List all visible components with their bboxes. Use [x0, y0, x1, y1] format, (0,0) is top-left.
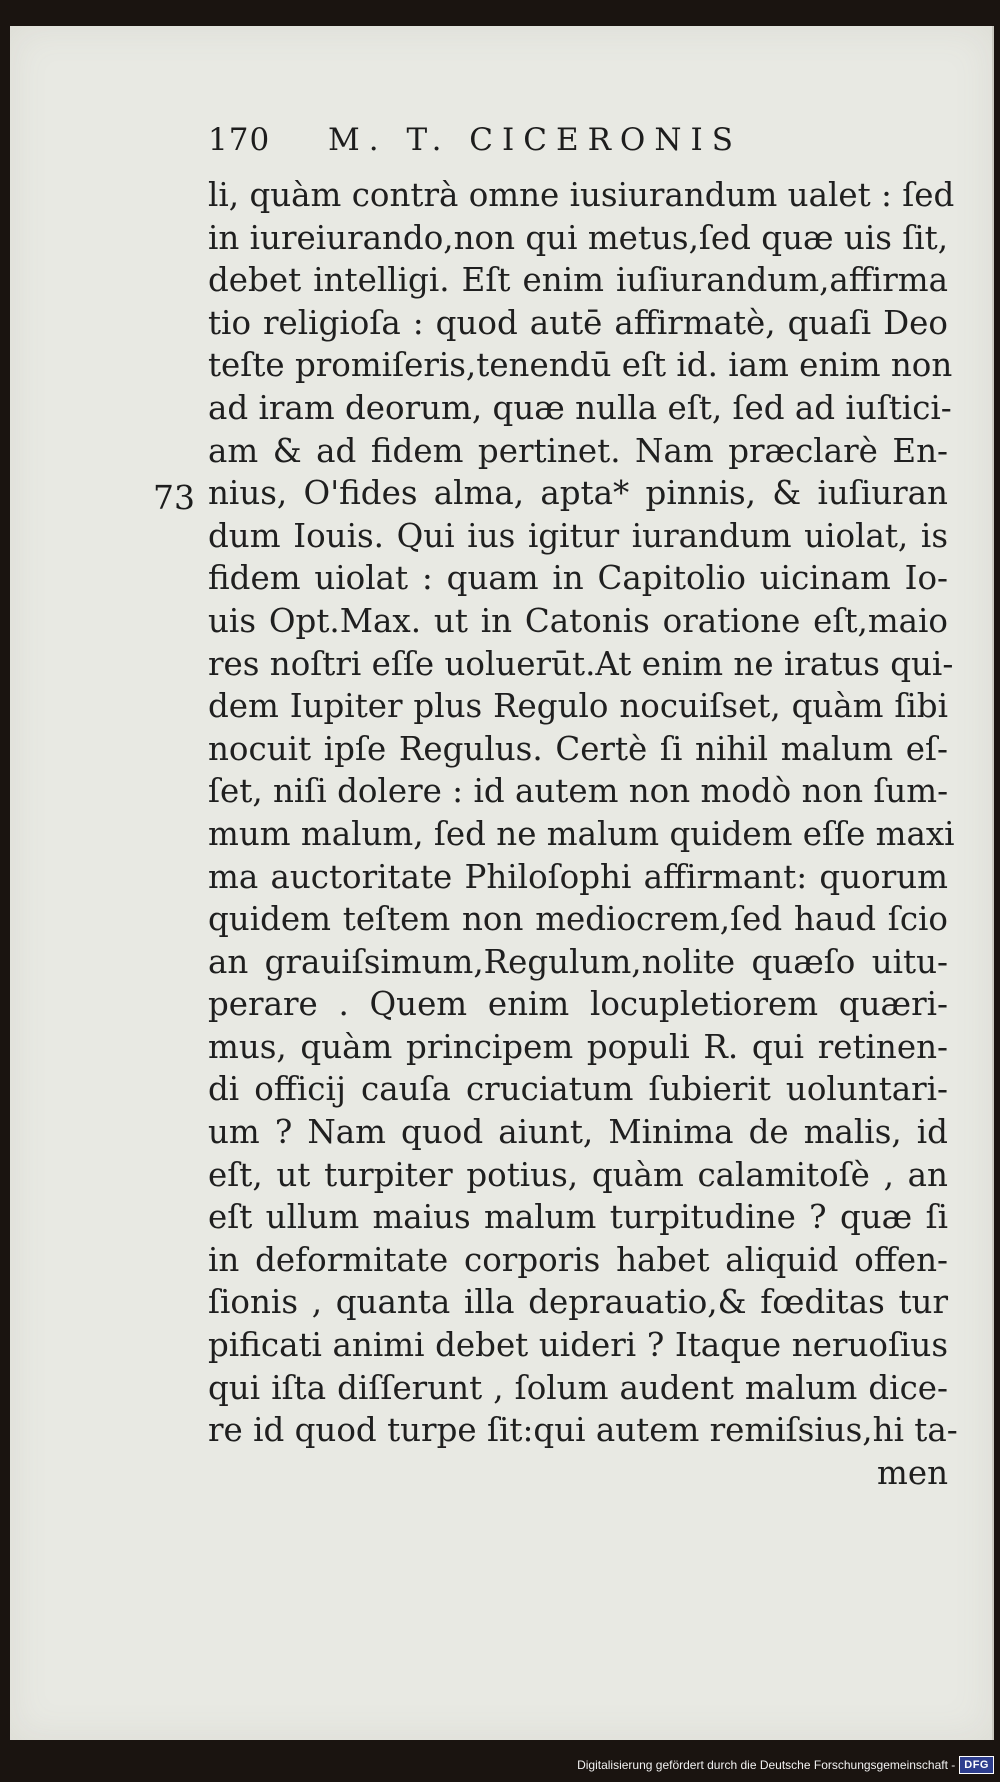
running-title: M. T. CICERONIS	[328, 122, 742, 158]
text-line: res noſtri eſſe uoluerūt.At enim ne iratus qui-	[208, 644, 954, 683]
text-line: perare . Quem enim locupletiorem quæri-	[208, 985, 948, 1024]
text-line: nius, O'fides alma, apta* pinnis, & iuſiuran	[208, 474, 948, 513]
book-page	[10, 26, 994, 1740]
text-line: in deformitate corporis habet aliquid offen-	[208, 1240, 948, 1279]
text-line: um ? Nam quod aiunt, Minima de malis, id	[208, 1113, 948, 1152]
text-line: ma auctoritate Philoſophi affirmant: quorum	[208, 857, 948, 896]
text-line: teſte promiſeris,tenendū eſt id. iam enim non	[208, 346, 953, 385]
digitization-credit	[577, 1753, 994, 1777]
margin-section-number: 73	[153, 478, 195, 517]
text-line: di officij cauſa cruciatum ſubierit uoluntari-	[208, 1070, 948, 1109]
page-header	[208, 122, 820, 166]
text-line: ſet, niſi dolere : id autem non modò non ſum-	[208, 772, 949, 811]
text-line: ſionis , quanta illa deprauatio,& fœditas tur	[208, 1283, 948, 1322]
page-number: 170	[208, 122, 271, 158]
text-line: mum malum, ſed ne malum quidem eſſe maxi	[208, 814, 955, 853]
text-line: fidem uiolat : quam in Capitolio uicinam Io-	[208, 559, 948, 598]
text-line: mus, quàm principem populi R. qui retinen-	[208, 1027, 948, 1066]
text-line: eſt ullum maius malum turpitudine ? quæ ſi	[208, 1198, 948, 1237]
text-line: an grauiſsimum,Regulum,nolite quæſo uitu-	[208, 942, 948, 981]
text-line: in iureiurando,non qui metus,ſed quæ uis ſit,	[208, 218, 949, 257]
body-text	[208, 174, 958, 1494]
text-line: dem Iupiter plus Regulo nocuiſset, quàm ſibi	[208, 687, 948, 726]
text-line: tio religioſa : quod autē affirmatè, quaſi Deo	[208, 303, 948, 342]
text-line: re id quod turpe ſit:qui autem remiſsius,hi ta-	[208, 1411, 958, 1450]
text-line: nocuit ipſe Regulus. Certè ſi nihil malum eſ-	[208, 729, 948, 768]
text-line: quidem teſtem non mediocrem,ſed haud ſcio	[208, 900, 948, 939]
text-line: eſt, ut turpiter potius, quàm calamitoſè , an	[208, 1155, 948, 1194]
credit-text: Digitalisierung gefördert durch die Deutsche Forschungsgemeinschaft -	[577, 1758, 956, 1772]
text-line: pificati animi debet uideri ? Itaque neruoſius	[208, 1326, 948, 1365]
text-line: am & ad fidem pertinet. Nam præclarè En-	[208, 431, 948, 470]
text-line: uis Opt.Max. ut in Catonis oratione eſt,maio	[208, 601, 948, 640]
text-line: dum Iouis. Qui ius igitur iurandum uiolat, is	[208, 516, 948, 555]
text-line: qui iſta diſſerunt , ſolum audent malum dice-	[208, 1368, 948, 1407]
text-line: ad iram deorum, quæ nulla eſt, ſed ad iuſtici-	[208, 388, 952, 427]
catchword: men	[877, 1453, 948, 1492]
text-line: debet intelligi. Eſt enim iuſiurandum,affirma	[208, 261, 948, 300]
dfg-logo: DFG	[959, 1756, 994, 1774]
text-line: li, quàm contrà omne iusiurandum ualet : ſed	[208, 176, 955, 214]
